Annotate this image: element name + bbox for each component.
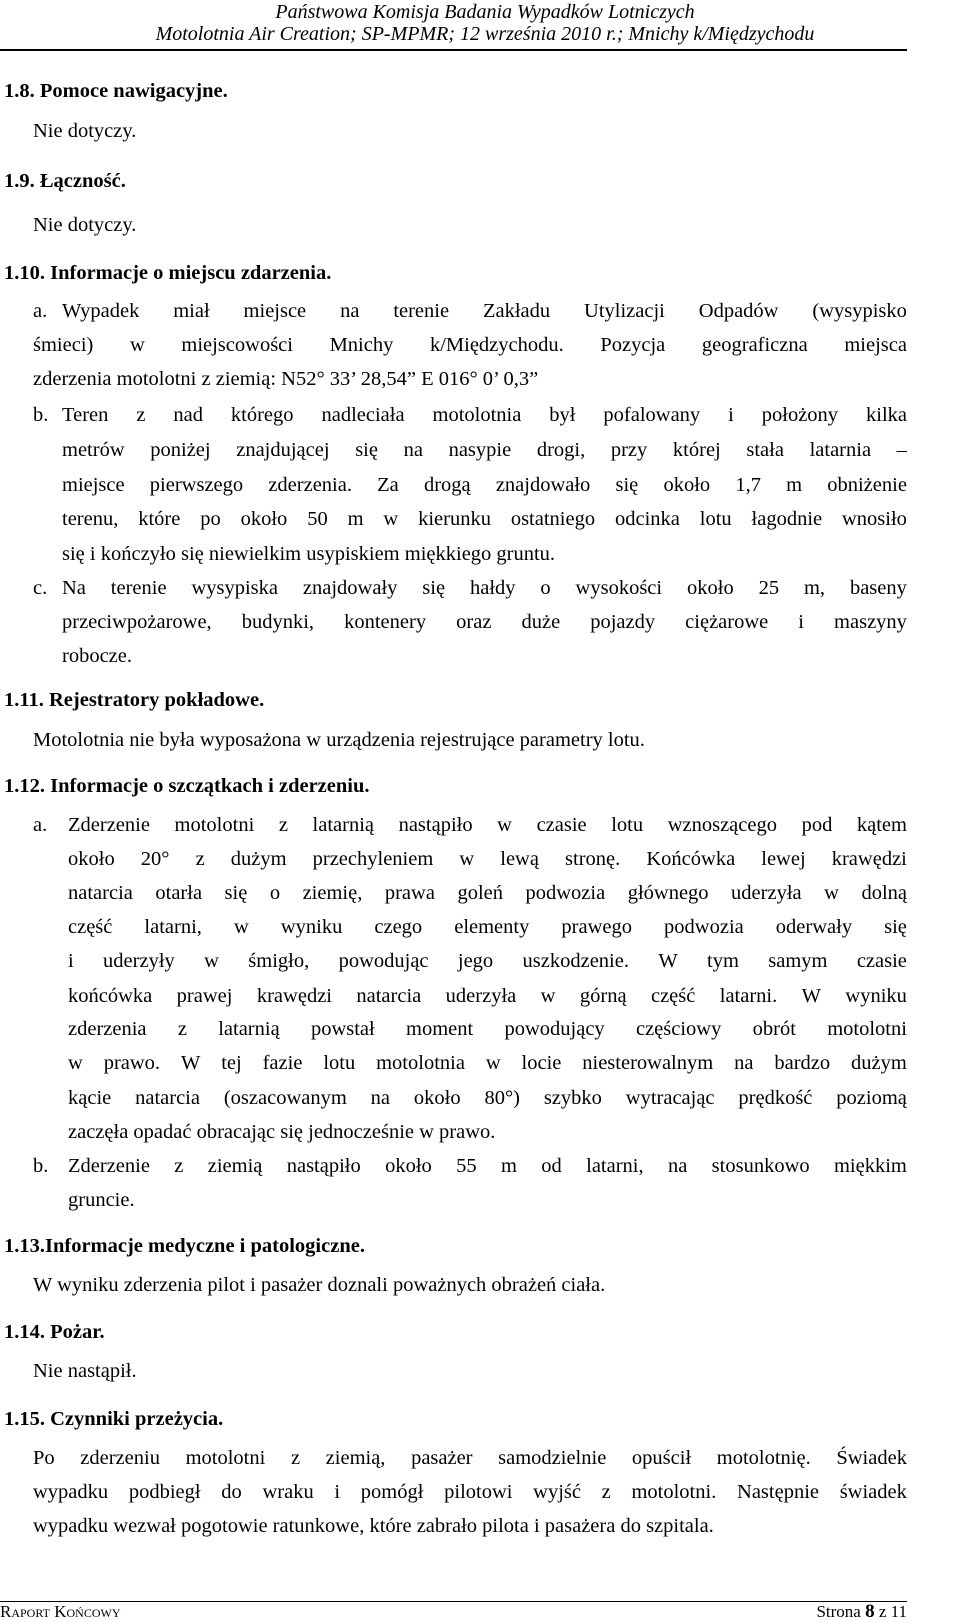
text-line: Motolotnia nie była wyposażona w urządzenia rejestrujące parametry lotu. [33, 729, 645, 751]
text-line: a. [33, 814, 48, 836]
text-line: W wyniku zderzenia pilot i pasażer doznali poważnych obrażeń ciała. [33, 1274, 606, 1296]
text-line: kącie natarcia (oszacowanym na około 80°) szybko wytracając prędkość poziomą [68, 1087, 907, 1109]
section-heading: 1.8. Pomoce nawigacyjne. [4, 80, 228, 102]
text-line: Nie nastąpił. [33, 1360, 137, 1382]
section-heading: 1.13.Informacje medyczne i patologiczne. [4, 1235, 365, 1257]
text-line: metrów poniżej znajdującej się na nasypie drogi, przy której stała latarnia – [62, 439, 907, 461]
text-line: Po zderzeniu motolotni z ziemią, pasażer samodzielnie opuścił motolotnię. Świadek [33, 1447, 907, 1469]
text-line: b. [33, 404, 49, 426]
text-line: wypadku podbiegł do wraku i pomógł pilotowi wyjść z motolotni. Następnie świadek [33, 1481, 907, 1503]
text-line: a. [33, 300, 48, 322]
text-line: Wypadek miał miejsce na terenie Zakładu Utylizacji Odpadów (wysypisko [62, 300, 907, 322]
text-line: wypadku wezwał pogotowie ratunkowe, które zabrało pilota i pasażera do szpitala. [33, 1515, 714, 1537]
text-line: Zderzenie motolotni z latarnią nastąpiło w czasie lotu wznoszącego pod kątem [68, 814, 907, 836]
text-line: zderzenia z latarnią powstał moment powodujący częściowy obrót motolotni [68, 1018, 907, 1040]
section-heading: 1.10. Informacje o miejscu zdarzenia. [4, 262, 332, 284]
section-heading: 1.15. Czynniki przeżycia. [4, 1408, 224, 1430]
text-line: Nie dotyczy. [33, 214, 137, 236]
text-line: robocze. [62, 645, 132, 667]
footer-page-number [816, 1603, 907, 1621]
footer-report-title: Raport Końcowy [0, 1602, 121, 1621]
footer-page-prefix: Strona [816, 1602, 866, 1621]
text-line: i uderzyły w śmigło, powodując jego uszkodzenie. W tym samym czasie [68, 950, 907, 972]
text-line: b. [33, 1155, 49, 1177]
text-line: Zderzenie z ziemią nastąpiło około 55 m od latarni, na stosunkowo miękkim [68, 1155, 907, 1177]
header-organization: Państwowa Komisja Badania Wypadków Lotniczych [275, 1, 695, 23]
header-report-subject: Motolotnia Air Creation; SP-MPMR; 12 września 2010 r.; Mnichy k/Międzychodu [155, 23, 815, 45]
header-rule [0, 49, 907, 51]
section-heading: 1.9. Łączność. [4, 170, 126, 192]
text-line: śmieci) w miejscowości Mnichy k/Międzychodu. Pozycja geograficzna miejsca [33, 334, 907, 356]
section-heading: 1.11. Rejestratory pokładowe. [4, 689, 265, 711]
text-line: miejsce pierwszego zderzenia. Za drogą znajdowało się około 1,7 m obniżenie [62, 474, 907, 496]
text-line: terenu, które po około 50 m w kierunku ostatniego odcinka lotu łagodnie wnosiło [62, 508, 907, 530]
text-line: Teren z nad którego nadleciała motolotnia był pofalowany i położony kilka [62, 404, 907, 426]
section-heading: 1.14. Pożar. [4, 1321, 105, 1343]
text-line: przeciwpożarowe, budynki, kontenery oraz duże pojazdy ciężarowe i maszyny [62, 611, 907, 633]
text-line: Na terenie wysypiska znajdowały się hałdy o wysokości około 25 m, baseny [62, 577, 907, 599]
section-heading: 1.12. Informacje o szczątkach i zderzeniu. [4, 775, 370, 797]
footer-current-page: 8 [865, 1601, 875, 1622]
text-line: c. [33, 577, 48, 599]
footer-rule [0, 1601, 907, 1602]
text-line: zaczęła opadać obracając się jednocześnie w prawo. [68, 1121, 496, 1143]
footer-page-suffix: z 11 [874, 1602, 907, 1621]
text-line: końcówka prawej krawędzi natarcia uderzyła w górną część latarni. W wyniku [68, 985, 907, 1007]
page-header [0, 0, 960, 50]
text-line: natarcia otarła się o ziemię, prawa goleń podwozia głównego uderzyła w dolną [68, 882, 907, 904]
text-line: Nie dotyczy. [33, 120, 137, 142]
text-line: zderzenia motolotni z ziemią: N52° 33’ 28,54” E 016° 0’ 0,3” [33, 368, 539, 390]
text-line: w prawo. W tej fazie lotu motolotnia w locie niesterowalnym na bardzo dużym [68, 1052, 907, 1074]
text-line: około 20° z dużym przechyleniem w lewą stronę. Końcówka lewej krawędzi [68, 848, 907, 870]
text-line: gruncie. [68, 1189, 135, 1211]
text-line: się i kończyło się niewielkim usypiskiem miękkiego gruntu. [62, 543, 556, 565]
text-line: część latarni, w wyniku czego elementy prawego podwozia oderwały się [68, 916, 907, 938]
